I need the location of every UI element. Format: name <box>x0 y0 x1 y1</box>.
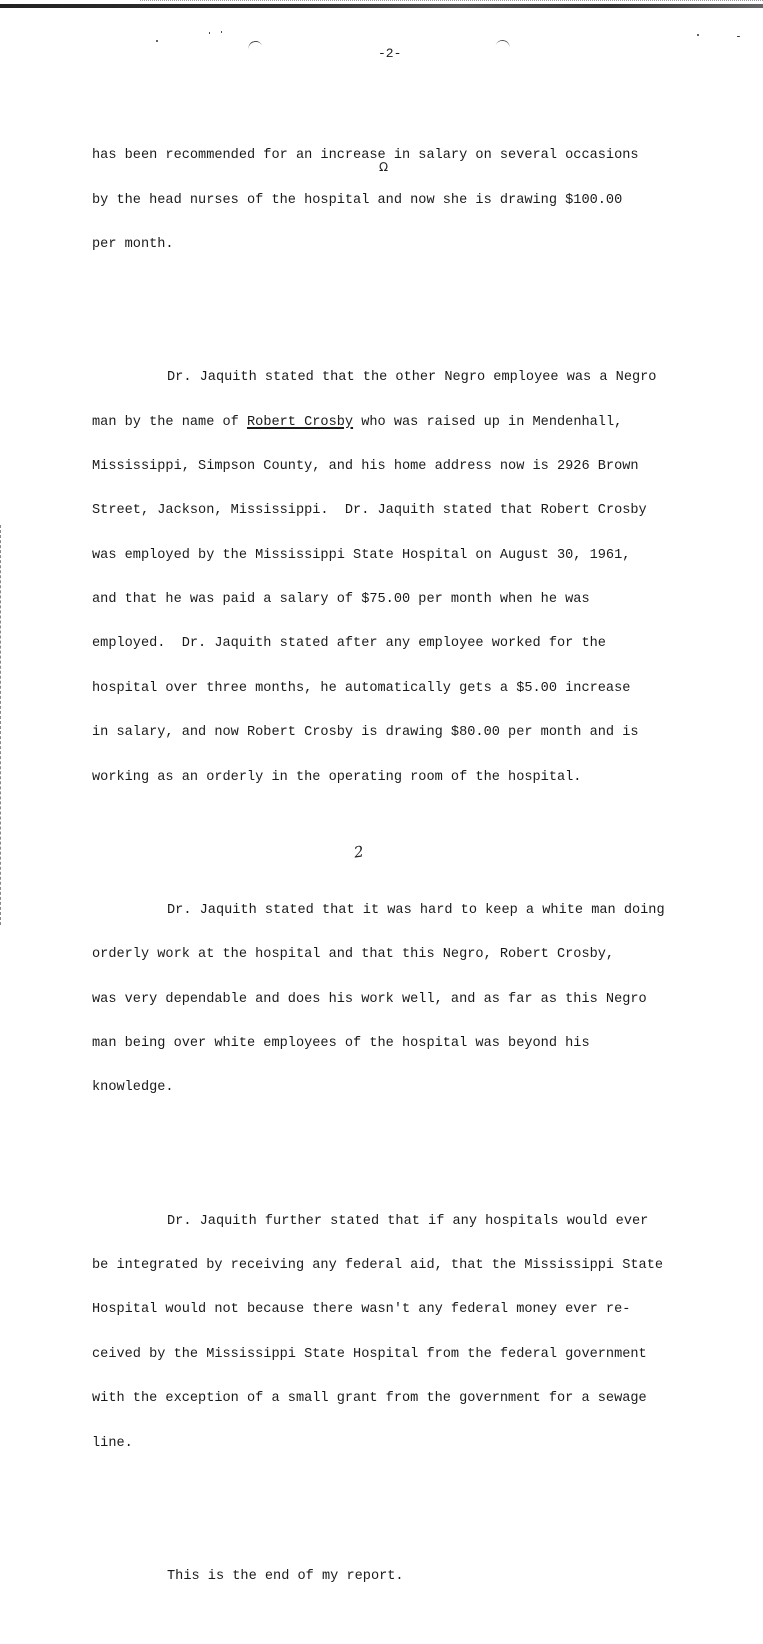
scan-speck <box>737 36 740 37</box>
text-line: has been recommended for an increase in salary on several occasions <box>92 148 639 164</box>
text-line: man being over white employees of the hospital was beyond his <box>92 1036 590 1051</box>
text-line: Dr. Jaquith stated that it was hard to keep a white man doing <box>167 902 665 918</box>
page-number: -2- <box>378 46 402 61</box>
text-line: ceived by the Mississippi State Hospital from the federal government <box>92 1346 647 1362</box>
handwritten-circle-mark: Ω <box>379 160 389 174</box>
text-line: in salary, and now Robert Crosby is drawing $80.00 per month and is <box>92 725 639 741</box>
scan-left-edge <box>0 525 2 925</box>
scan-speck <box>209 32 210 34</box>
paragraph-3 <box>92 874 742 1126</box>
text-line: line. <box>92 1435 133 1451</box>
paragraph-4 <box>92 1185 742 1481</box>
underlined-name: Robert Crosby <box>247 414 354 430</box>
scan-top-dotted-edge <box>140 0 763 3</box>
punch-hole-mark-right <box>495 39 510 50</box>
handwritten-page-mark: 2 <box>352 842 365 862</box>
text-line: hospital over three months, he automatically gets a $5.00 increase <box>92 680 631 696</box>
text-line: by the head nurses of the hospital and now she is drawing $100.00 <box>92 192 623 208</box>
text-line: knowledge. <box>92 1080 174 1096</box>
text-line: Mississippi, Simpson County, and his home address now is 2926 Brown <box>92 458 639 474</box>
text-line: and that he was paid a salary of $75.00 per month when he was <box>92 592 590 608</box>
paragraph-2 <box>92 342 742 816</box>
scan-speck <box>156 40 158 42</box>
punch-hole-mark-left <box>247 40 263 52</box>
text-fragment: who was raised up in Mendenhall, <box>353 414 623 430</box>
text-line-with-underlined-name <box>92 416 742 431</box>
text-fragment: man by the name of <box>92 414 247 430</box>
text-line: Street, Jackson, Mississippi. Dr. Jaquith stated that Robert Crosby <box>92 503 647 519</box>
text-line: with the exception of a small grant from the government for a sewage <box>92 1391 647 1407</box>
text-line: orderly work at the hospital and that this Negro, Robert Crosby, <box>92 947 615 963</box>
text-line: Hospital would not because there wasn't any federal money ever re- <box>92 1302 631 1318</box>
text-line: be integrated by receiving any federal aid, that the Mississippi State <box>92 1257 664 1273</box>
scan-top-border <box>0 4 763 8</box>
scan-speck <box>697 34 699 36</box>
text-line: working as an orderly in the operating room of the hospital. <box>92 769 582 785</box>
text-line: Dr. Jaquith stated that the other Negro employee was a Negro <box>167 370 657 386</box>
report-body <box>92 90 742 1644</box>
scan-speck <box>221 31 222 33</box>
paragraph-1 <box>92 120 742 283</box>
text-line: Dr. Jaquith further stated that if any hospitals would ever <box>167 1213 649 1229</box>
text-line: was employed by the Mississippi State Hospital on August 30, 1961, <box>92 547 631 563</box>
closing-paragraph <box>92 1540 742 1614</box>
text-line: This is the end of my report. <box>167 1568 404 1584</box>
text-line: per month. <box>92 236 174 252</box>
text-line: was very dependable and does his work well, and as far as this Negro <box>92 991 647 1007</box>
text-line: employed. Dr. Jaquith stated after any employee worked for the <box>92 636 606 652</box>
